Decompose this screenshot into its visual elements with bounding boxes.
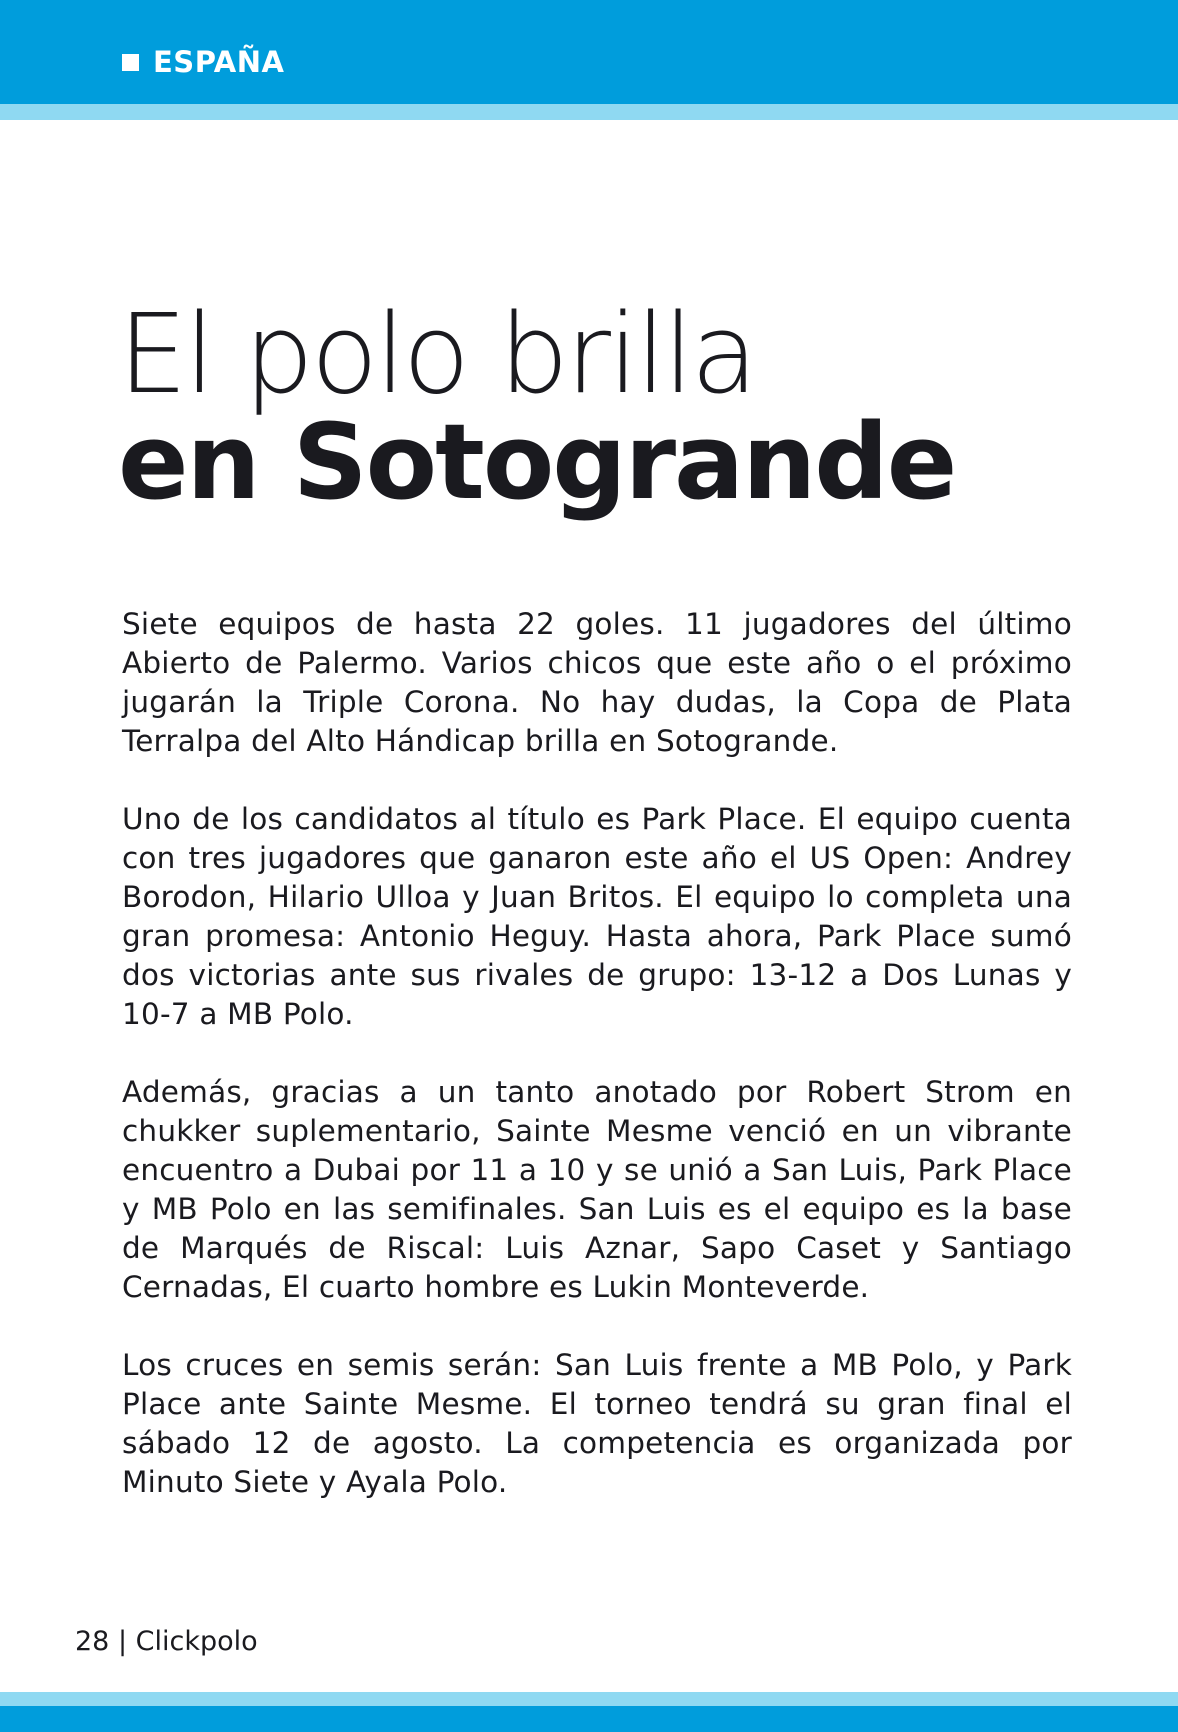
page-footer: 28 | Clickpolo — [75, 1626, 258, 1657]
headline-line-1: El polo brilla — [118, 290, 756, 418]
headline-line-2: en Sotogrande — [118, 401, 956, 523]
article-paragraph-4: Los cruces en semis serán: San Luis frente a MB Polo, y Park Place ante Sainte Mesme. El torneo tendrá su gran final el sábado 12 de agosto. La competencia es organizada por Minuto Siete y Ayala Polo. — [122, 1348, 1072, 1499]
square-bullet-icon — [122, 54, 139, 71]
footer-band — [0, 1706, 1178, 1732]
article-headline — [118, 290, 1118, 523]
footer-stripe — [0, 1692, 1178, 1706]
article-paragraph-2: Uno de los candidatos al título es Park Place. El equipo cuenta con tres jugadores que ganaron este año el US Open: Andrey Borodon, Hilario Ulloa y Juan Britos. El equipo lo completa una gran promesa: Antonio Heguy. Hasta ahora, Park Place sumó dos victorias ante sus rivales de grupo: 13-12 a Dos Lunas y 10-7 a MB Polo. — [122, 802, 1072, 1031]
section-label — [122, 45, 285, 79]
header-stripe — [0, 104, 1178, 120]
article-paragraph-3: Además, gracias a un tanto anotado por Robert Strom en chukker suplementario, Sainte Mesme venció en un vibrante encuentro a Dubai por 11 a 10 y se unió a San Luis, Park Place y MB Polo en las semifinales. San Luis es el equipo es la base de Marqués de Riscal: Luis Aznar, Sapo Caset y Santiago Cernadas, El cuarto hombre es Lukin Monteverde. — [122, 1075, 1072, 1304]
article-paragraph-1: Siete equipos de hasta 22 goles. 11 jugadores del último Abierto de Palermo. Varios chicos que este año o el próximo jugarán la Triple Corona. No hay dudas, la Copa de Plata Terralpa del Alto Hándicap brilla en Sotogrande. — [122, 607, 1072, 758]
article-body — [122, 605, 1072, 1541]
section-label-text: ESPAÑA — [153, 45, 285, 79]
